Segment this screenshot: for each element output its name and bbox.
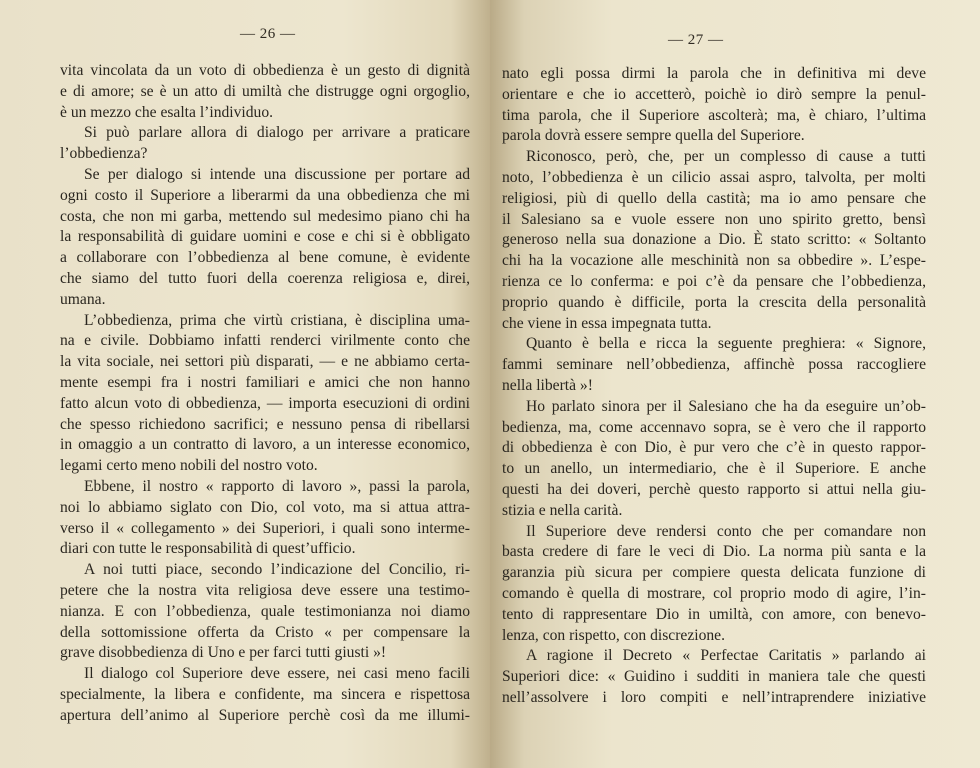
text-line: bedienza, ma, come accennavo sopra, se è vero che il rapporto [502, 418, 926, 436]
text-line: mente esempi fra i nostri familiari e amici che non hanno [60, 373, 470, 391]
text-line: Riconosco, però, che, per un complesso di cause a tutti [526, 148, 926, 166]
text-line: A ragione il Decreto « Perfectae Caritatis » parlando ai [526, 647, 926, 665]
text-line: Il dialogo col Superiore deve essere, nei casi meno facili [84, 665, 470, 683]
text-line: stizia e nella carità. [502, 501, 623, 519]
text-line: diari con tutte le responsabilità di quest’ufficio. [60, 540, 356, 558]
text-line: di obbedienza è con Dio, è pur vero che c’è in questo rappor- [502, 439, 926, 457]
text-line: che siamo del tutto fuori della coerenza religiosa e, direi, [60, 269, 470, 287]
text-line: nell’assolvere i loro compiti e nell’intraprendere iniziative [502, 688, 926, 706]
text-line: a collaborare con l’obbedienza al bene comune, è evidente [60, 249, 470, 267]
text-line: fammi seminare nell’obbedienza, affinchè possa raccogliere [502, 356, 926, 374]
text-line: nianza. E con l’obbedienza, quale testimonianza noi diamo [60, 602, 470, 620]
page-body-text [502, 64, 926, 709]
text-line: proprio quando è difficile, porta la crescita della personalità [502, 293, 926, 311]
text-line: Il Superiore deve rendersi conto che per comandare non [526, 522, 926, 540]
text-line: tento di rappresentare Dio in umiltà, con amore, con benevo- [502, 605, 926, 623]
page-body-text [60, 61, 470, 727]
text-line: nella libertà »! [502, 376, 593, 394]
text-line: lenza, con rispetto, con discrezione. [502, 626, 725, 644]
text-line: verso il « collegamento » dei Superiori, i quali sono interme- [60, 519, 470, 537]
text-line: la vita sociale, nei settori più disparati, — e ne abbiamo certa- [60, 353, 470, 371]
text-line: A noi tutti piace, secondo l’indicazione del Concilio, ri- [84, 561, 470, 579]
text-line: petere che la nostra vita religiosa deve essere una testimo- [60, 581, 470, 599]
text-line: L’obbedienza, prima che virtù cristiana, è disciplina uma- [84, 311, 470, 329]
text-line: e di amore; se è un atto di umiltà che distrugge ogni orgoglio, [60, 82, 470, 100]
text-line: che spesso richiedono sacrifici; e nessuno pensa di ribellarsi [60, 415, 470, 433]
text-line: Superiori dice: « Guidino i sudditi in maniera tale che questi [502, 668, 926, 686]
text-line: rienza ce lo conferma: e poi c’è da pensare che l’obbedienza, [502, 272, 926, 290]
text-line: generoso nella sua donazione a Dio. È stato scritto: « Soltanto [502, 231, 926, 249]
right-page [490, 0, 980, 768]
text-line: è un mezzo che esalta l’individuo. [60, 103, 274, 121]
text-line: Ebbene, il nostro « rapporto di lavoro », passi la parola, [84, 477, 470, 495]
text-line: vita vincolata da un voto di obbedienza è un gesto di dignità [60, 62, 470, 79]
text-line: grave disobbedienza di Uno e per farci tutti giusti »! [60, 644, 387, 662]
text-line: questi ha dei doveri, perchè questo rapporto si attui nella giu- [502, 480, 926, 498]
text-line: religiosi, più di quello della castità; ma io amo pensare che [502, 189, 926, 207]
text-line: parola dovrà essere sempre quella del Superiore. [502, 127, 805, 145]
text-line: fatto alcun voto di obbedienza, — importa esecuzioni di ordini [60, 394, 470, 412]
text-line: della sottomissione offerta da Cristo « per compensare la [60, 623, 470, 641]
text-line: Si può parlare allora di dialogo per arrivare a praticare [84, 124, 470, 142]
text-line: noi lo abbiamo siglato con Dio, col voto, ma si attua attra- [60, 498, 470, 516]
text-line: apertura dell’animo al Superiore perchè così da me illumi- [60, 706, 470, 724]
text-line: comando è quella di mostrare, col proprio modo di agire, l’in- [502, 584, 926, 602]
text-line: il Salesiano sa e vuole essere non uno spirito gretto, bensì [502, 210, 926, 228]
text-line: tima parola, che il Superiore ascolterà; ma, è chiaro, l’ultima [502, 106, 926, 124]
text-line: Ho parlato sinora per il Salesiano che ha da eseguire un’ob- [526, 397, 926, 415]
text-line: Quanto è bella e ricca la seguente preghiera: « Signore, [526, 335, 926, 353]
text-line: garanzia più sicura per compiere questa delicata funzione di [502, 564, 926, 582]
page-number: — 27 — [668, 32, 724, 48]
text-line: legami certo meno nobili del nostro voto. [60, 457, 318, 475]
text-line: che viene in essa impegnata tutta. [502, 314, 712, 332]
text-line: in omaggio a un contratto di lavoro, a un interesse economico, [60, 436, 470, 454]
text-line: costa, che non mi garba, mettendo sul medesimo piano chi ha [60, 207, 470, 225]
text-line: basta credere di fare le veci di Dio. La norma più santa e la [502, 543, 926, 561]
text-line: noto, l’obbedienza è un cilicio assai aspro, talvolta, per molti [502, 168, 926, 186]
text-line: ogni costo il Superiore a liberarmi da una obbedienza che mi [60, 186, 470, 204]
text-line: specialmente, la libera e confidente, ma sincera e rispettosa [60, 685, 470, 703]
text-line: to un anello, un intermediario, che è il Superiore. E anche [502, 460, 926, 478]
text-line: umana. [60, 290, 106, 308]
text-line: Se per dialogo si intende una discussione per portare ad [84, 165, 470, 183]
text-line: nato egli possa dirmi la parola che in definitiva mi deve [502, 65, 926, 82]
text-line: na e civile. Dobbiamo infatti renderci virilmente conto che [60, 332, 470, 350]
text-line: l’obbedienza? [60, 145, 148, 163]
page-number: — 26 — [240, 26, 296, 42]
text-line: chi ha la vocazione alle meschinità non sa obbedire ». L’espe- [502, 252, 926, 270]
text-line: orientare e che io accetterò, poichè io dirò sempre la penul- [502, 85, 926, 103]
text-line: la responsabilità di guidare uomini e cose e chi si è obbligato [60, 228, 470, 246]
